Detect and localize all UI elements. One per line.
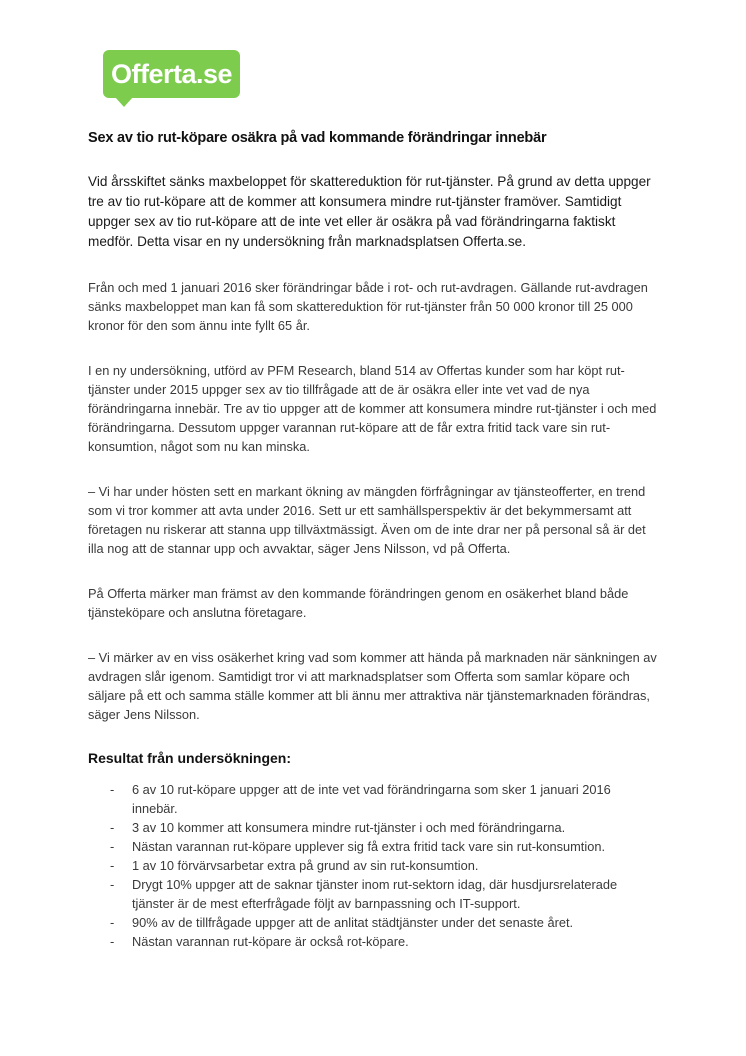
press-release-content: [88, 130, 658, 951]
results-list: [88, 780, 658, 951]
logo-speech-tail-icon: [115, 97, 133, 107]
paragraph-quote-1: – Vi har under hösten sett en markant ökning av mängden förfrågningar av tjänsteofferter, en trend som vi tror kommer att avta under 2016. Sett ur ett samhällsperspektiv är det bekymmersamt att företagen nu riskerar att stanna upp tillväxtmässigt. Även om de inte drar ner på personal så är det illa nog att de stannar upp och avvaktar, säger Jens Nilsson, vd på Offerta.: [88, 484, 646, 556]
list-item: - 6 av 10 rut-köpare uppger att de inte vet vad förändringarna som sker 1 januari 2016 innebär.: [110, 780, 658, 818]
lead-paragraph: Vid årsskiftet sänks maxbeloppet för skattereduktion för rut-tjänster. På grund av detta uppger tre av tio rut-köpare att de kommer att konsumera mindre rut-tjänster framöver. Samtidigt uppger sex av tio rut-köpare att de inte vet eller är osäkra på vad förändringarna faktiskt medför. Detta visar en ny undersökning från marknadsplatsen Offerta.se.: [88, 174, 651, 249]
offerta-logo: [103, 50, 240, 98]
list-item: - Drygt 10% uppger att de saknar tjänster inom rut-sektorn idag, där husdjursrelaterade tjänster är de mest efterfrågade följt av barnpassning och IT-support.: [110, 875, 658, 913]
paragraph-2: I en ny undersökning, utförd av PFM Research, bland 514 av Offertas kunder som har köpt rut-tjänster under 2015 uppger sex av tio tillfrågade att de är osäkra eller inte vet vad de nya förändringarna innebär. Tre av tio uppger att de kommer att konsumera mindre rut-tjänster i och med förändringarna. Dessutom uppger varannan rut-köpare att de får extra fritid tack vare sin rut-konsumtion, något som nu kan minska.: [88, 363, 657, 454]
paragraph-quote-2: – Vi märker av en viss osäkerhet kring vad som kommer att hända på marknaden när sänkningen av avdragen slår igenom. Samtidigt tror vi att marknadsplatser som Offerta som samlar köpare och säljare på ett och samma ställe kommer att bli ännu mer attraktiva när tjänstemarknaden förändras, säger Jens Nilsson.: [88, 650, 657, 722]
logo-text: Offerta.se: [110, 59, 233, 89]
list-item: - 90% av de tillfrågade uppger att de anlitat städtjänster under det senaste året.: [110, 913, 658, 932]
list-item: - 1 av 10 förvärvsarbetar extra på grund av sin rut-konsumtion.: [110, 856, 658, 875]
list-item: - Nästan varannan rut-köpare upplever sig få extra fritid tack vare sin rut-konsumtion.: [110, 837, 658, 856]
list-item: - 3 av 10 kommer att konsumera mindre rut-tjänster i och med förändringarna.: [110, 818, 658, 837]
list-item: - Nästan varannan rut-köpare är också rot-köpare.: [110, 932, 658, 951]
page-title: Sex av tio rut-köpare osäkra på vad kommande förändringar innebär: [88, 130, 547, 146]
results-heading: Resultat från undersökningen:: [88, 750, 292, 766]
paragraph-1: Från och med 1 januari 2016 sker förändringar både i rot- och rut-avdragen. Gällande rut-avdragen sänks maxbeloppet man kan få som skattereduktion för rut-tjänster från 50 000 kronor till 25 000 kronor för den som ännu inte fyllt 65 år.: [88, 280, 648, 333]
paragraph-4: På Offerta märker man främst av den kommande förändringen genom en osäkerhet bland både tjänsteköpare och anslutna företagare.: [88, 586, 629, 620]
